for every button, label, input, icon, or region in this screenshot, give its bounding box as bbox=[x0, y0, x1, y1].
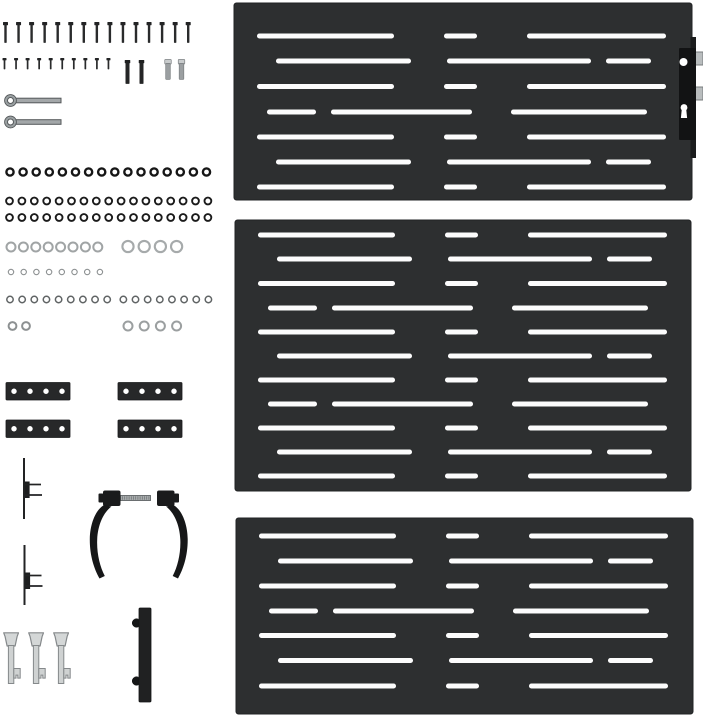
panel-slot bbox=[527, 34, 666, 39]
panel-slot bbox=[258, 281, 395, 286]
panel-slot bbox=[332, 306, 473, 311]
eye-bolt-rod bbox=[14, 98, 61, 103]
panel-slot bbox=[608, 559, 653, 564]
panel-slot bbox=[512, 402, 648, 407]
handle-hub bbox=[103, 491, 121, 507]
panel-slot bbox=[258, 474, 395, 479]
panel-slot bbox=[529, 584, 668, 589]
screw bbox=[165, 60, 172, 80]
screw-shaft bbox=[108, 60, 110, 70]
screw-shaft bbox=[109, 25, 111, 43]
panel-slot bbox=[257, 135, 394, 140]
screw-shaft bbox=[166, 63, 171, 79]
panel-slot bbox=[449, 559, 593, 564]
panel-slot bbox=[444, 84, 477, 89]
panel-slot bbox=[277, 354, 412, 359]
panel-slot bbox=[278, 559, 413, 564]
bracket-hole bbox=[27, 389, 32, 394]
panel-slot bbox=[445, 378, 478, 383]
panel-slot bbox=[511, 110, 647, 115]
panel-slot bbox=[444, 185, 477, 190]
bracket-hole bbox=[43, 389, 48, 394]
panel-slot bbox=[448, 450, 592, 455]
panel-slot bbox=[257, 34, 394, 39]
panel-slot bbox=[445, 330, 478, 335]
panel-slot bbox=[333, 609, 474, 614]
screw-shaft bbox=[187, 25, 189, 43]
screw-shaft bbox=[148, 25, 150, 43]
panel-slot bbox=[332, 402, 473, 407]
gate-panel-middle bbox=[235, 220, 691, 491]
panel-slot bbox=[529, 534, 668, 539]
mounting-bracket bbox=[6, 420, 70, 438]
screw-shaft bbox=[57, 25, 59, 43]
panel-slot bbox=[607, 257, 652, 262]
screw-shaft bbox=[174, 25, 176, 43]
panel-slot bbox=[528, 378, 667, 383]
screw-shaft bbox=[50, 60, 52, 70]
panel-slot bbox=[528, 281, 667, 286]
panel-slot bbox=[607, 354, 652, 359]
panel-slot bbox=[529, 633, 668, 638]
bracket-hole bbox=[171, 426, 176, 431]
panel-slot bbox=[447, 59, 591, 64]
panel-slot bbox=[267, 110, 316, 115]
screw-shaft bbox=[122, 25, 124, 43]
bracket-hole bbox=[155, 426, 160, 431]
handle-neck bbox=[174, 494, 179, 503]
panel-slot bbox=[445, 474, 478, 479]
panel-slot bbox=[259, 633, 396, 638]
screw-shaft bbox=[4, 25, 6, 43]
screw-shaft bbox=[17, 25, 19, 43]
mounting-bracket bbox=[118, 383, 182, 401]
key-shaft bbox=[58, 646, 63, 684]
screw-shaft bbox=[179, 63, 184, 79]
panel-slot bbox=[268, 306, 317, 311]
bracket-hole bbox=[27, 426, 32, 431]
panel-slot bbox=[529, 684, 668, 689]
screw-shaft bbox=[135, 25, 137, 43]
panel-slot bbox=[528, 474, 667, 479]
key-shaft bbox=[33, 646, 38, 684]
panel-slot bbox=[607, 450, 652, 455]
panel-slot bbox=[448, 257, 592, 262]
panel-slot bbox=[258, 378, 395, 383]
screw-shaft bbox=[96, 25, 98, 43]
screw-shaft bbox=[15, 60, 17, 70]
panel-slot bbox=[513, 609, 649, 614]
panel-slot bbox=[449, 658, 593, 663]
panel-slot bbox=[528, 233, 667, 238]
long-screws-row bbox=[3, 22, 191, 43]
screw bbox=[139, 60, 145, 84]
screw-shaft bbox=[38, 60, 40, 70]
panel-slot bbox=[269, 609, 318, 614]
latch-bolt bbox=[695, 52, 703, 65]
bracket-hole bbox=[171, 389, 176, 394]
bracket-hole bbox=[11, 426, 16, 431]
panel-slot bbox=[446, 633, 479, 638]
eye-bolt-rod bbox=[14, 120, 61, 125]
spindle-hole bbox=[680, 58, 688, 66]
screw-shaft bbox=[73, 60, 75, 70]
panel-slot bbox=[276, 59, 411, 64]
panel-slot bbox=[277, 257, 412, 262]
panel-slot bbox=[258, 426, 395, 431]
panel-slot bbox=[528, 330, 667, 335]
screw-shaft bbox=[30, 25, 32, 43]
bracket-hole bbox=[155, 389, 160, 394]
panel-slot bbox=[259, 584, 396, 589]
panel-slot bbox=[259, 534, 396, 539]
panel-slot bbox=[527, 135, 666, 140]
screw-shaft bbox=[96, 60, 98, 70]
panel-slot bbox=[258, 330, 395, 335]
screw-shaft bbox=[70, 25, 72, 43]
panel-slot bbox=[258, 233, 395, 238]
screw-shaft bbox=[61, 60, 63, 70]
screw-shaft bbox=[43, 25, 45, 43]
panel-slot bbox=[528, 426, 667, 431]
panel-slot bbox=[608, 658, 653, 663]
latch-bolt bbox=[695, 87, 703, 100]
gate-panel-top bbox=[234, 3, 703, 200]
keyhole-tail bbox=[681, 109, 687, 118]
panel-slot bbox=[446, 684, 479, 689]
bracket-hole bbox=[123, 426, 128, 431]
bracket-hole bbox=[59, 389, 64, 394]
screw bbox=[125, 60, 131, 84]
panel-slot bbox=[606, 59, 651, 64]
panel-slot bbox=[606, 160, 651, 165]
panel-slot bbox=[277, 450, 412, 455]
panel-slot bbox=[445, 281, 478, 286]
panel-slot bbox=[527, 185, 666, 190]
screw-shaft bbox=[27, 60, 29, 70]
bracket-hole bbox=[139, 426, 144, 431]
panel-slot bbox=[268, 402, 317, 407]
screw bbox=[178, 60, 185, 80]
panel-sheet bbox=[234, 3, 692, 200]
panel-slot bbox=[257, 185, 394, 190]
panel-slot bbox=[512, 306, 648, 311]
screw-shaft bbox=[85, 60, 87, 70]
panel-slot bbox=[444, 135, 477, 140]
panel-slot bbox=[448, 354, 592, 359]
mounting-bracket bbox=[118, 420, 182, 438]
panel-slot bbox=[278, 658, 413, 663]
panel-slot bbox=[446, 584, 479, 589]
bracket-hole bbox=[43, 426, 48, 431]
panel-slot bbox=[446, 534, 479, 539]
panel-slot bbox=[447, 160, 591, 165]
panel-slot bbox=[257, 84, 394, 89]
handle-neck bbox=[99, 494, 104, 503]
bracket-hole bbox=[123, 389, 128, 394]
gate-panel-bottom bbox=[236, 518, 693, 714]
screw-shaft bbox=[140, 63, 144, 84]
panel-slot bbox=[445, 233, 478, 238]
bracket-hole bbox=[139, 389, 144, 394]
bracket-hole bbox=[11, 389, 16, 394]
panel-slot bbox=[259, 684, 396, 689]
panel-slot bbox=[331, 110, 472, 115]
key-shaft bbox=[8, 646, 13, 684]
screw-shaft bbox=[126, 63, 130, 84]
mounting-bracket bbox=[6, 383, 70, 401]
handle-hub bbox=[157, 491, 175, 507]
bracket-hole bbox=[59, 426, 64, 431]
panel-slot bbox=[276, 160, 411, 165]
screw-shaft bbox=[83, 25, 85, 43]
panel-slot bbox=[527, 84, 666, 89]
screw-shaft bbox=[4, 60, 6, 70]
striker-plate bbox=[139, 608, 151, 702]
panel-slot bbox=[445, 426, 478, 431]
panel-slot bbox=[444, 34, 477, 39]
screw-shaft bbox=[161, 25, 163, 43]
